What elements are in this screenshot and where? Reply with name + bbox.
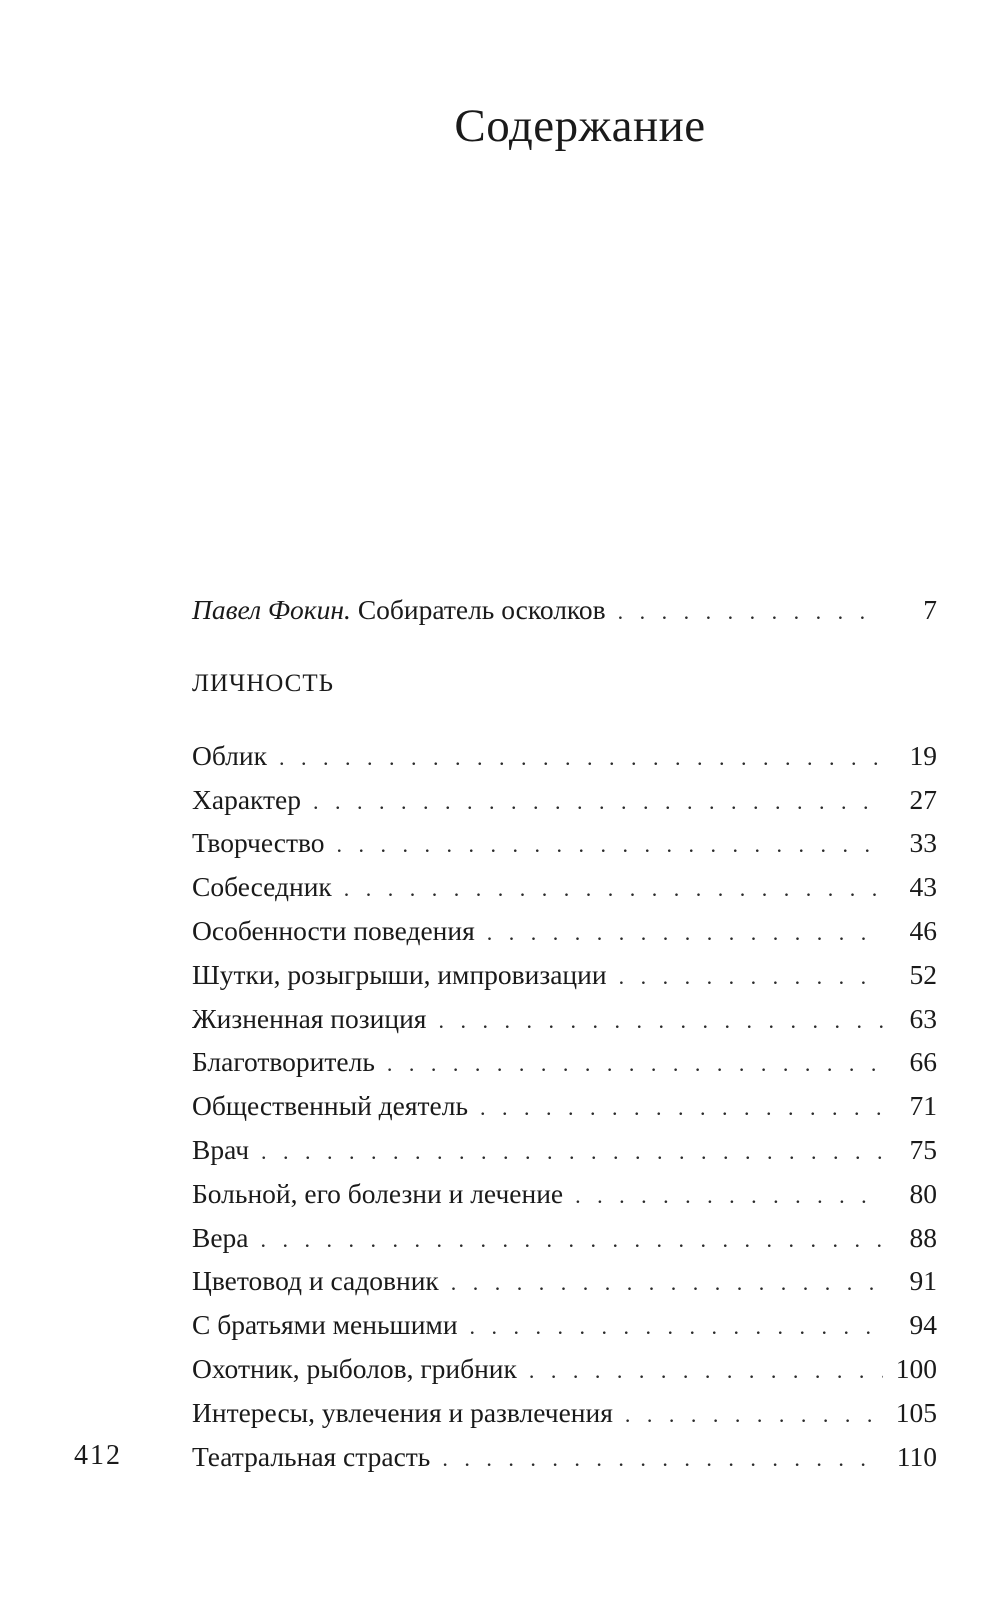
dot-leader	[438, 999, 883, 1043]
toc-entry-page: 63	[909, 1002, 937, 1034]
toc-entry[interactable]	[192, 1303, 937, 1347]
toc-entry-page: 7	[923, 594, 937, 625]
dot-leader	[261, 1130, 883, 1174]
dot-leader	[470, 1305, 883, 1349]
toc-entry[interactable]	[192, 1391, 937, 1435]
toc-entry-title: Общественный деятель	[192, 1090, 469, 1122]
dot-leader	[618, 590, 883, 634]
toc-entry-page: 52	[909, 958, 937, 990]
table-of-contents	[192, 588, 937, 1478]
toc-entry-page: 27	[909, 783, 937, 815]
toc-entry-author: Павел Фокин.	[192, 594, 351, 625]
toc-entry[interactable]	[192, 1128, 937, 1172]
dot-leader	[344, 867, 883, 911]
toc-entry-title: Врач	[192, 1133, 250, 1165]
dot-leader	[529, 1349, 883, 1393]
toc-entry-title: Цветовод и садовник	[192, 1265, 439, 1297]
toc-entry[interactable]	[192, 909, 937, 953]
toc-entry-page: 110	[896, 1440, 937, 1472]
toc-entry-title: Благотворитель	[192, 1046, 375, 1078]
toc-entry-page: 71	[909, 1090, 937, 1122]
toc-entry[interactable]	[192, 1435, 937, 1479]
toc-entry[interactable]	[192, 821, 937, 865]
toc-entry[interactable]	[192, 953, 937, 997]
toc-entry-page: 105	[895, 1396, 937, 1428]
toc-entry-page: 88	[909, 1221, 937, 1253]
page-number: 412	[74, 1440, 122, 1471]
toc-entry-title	[192, 588, 606, 632]
dot-leader	[387, 1042, 883, 1086]
toc-entry[interactable]	[192, 997, 937, 1041]
dot-leader	[451, 1261, 883, 1305]
toc-entry-title: Вера	[192, 1221, 249, 1253]
toc-entry-page: 46	[909, 914, 937, 946]
toc-entry[interactable]	[192, 865, 937, 909]
toc-entry-page: 75	[909, 1133, 937, 1165]
toc-entry-page: 91	[909, 1265, 937, 1297]
toc-entry-page: 94	[909, 1309, 937, 1341]
toc-entry-title-text: Собиратель осколков	[357, 594, 606, 625]
toc-entry-title: Шутки, розыгрыши, импровизации	[192, 958, 607, 990]
toc-entry-list	[192, 734, 937, 1479]
toc-entry-title: Больной, его болезни и лечение	[192, 1177, 564, 1209]
dot-leader	[261, 1218, 883, 1262]
toc-entry-title: Облик	[192, 739, 267, 771]
toc-entry[interactable]	[192, 734, 937, 778]
toc-entry-intro[interactable]	[192, 588, 937, 632]
toc-entry[interactable]	[192, 1040, 937, 1084]
page-title: Содержание	[454, 100, 706, 153]
dot-leader	[480, 1086, 883, 1130]
toc-entry-page: 66	[909, 1046, 937, 1078]
toc-entry[interactable]	[192, 1259, 937, 1303]
toc-entry-title: Особенности поведения	[192, 914, 475, 946]
toc-entry-title: Жизненная позиция	[192, 1002, 427, 1034]
toc-entry-title: Творчество	[192, 827, 325, 859]
toc-entry-title: Театральная страсть	[192, 1440, 431, 1472]
toc-entry-title: С братьями меньшими	[192, 1309, 458, 1341]
toc-entry-title: Характер	[192, 783, 301, 815]
dot-leader	[442, 1437, 883, 1481]
toc-entry-page: 43	[909, 871, 937, 903]
toc-entry[interactable]	[192, 1172, 937, 1216]
dot-leader	[619, 955, 883, 999]
dot-leader	[313, 780, 883, 824]
toc-entry-page: 100	[895, 1352, 937, 1384]
toc-entry[interactable]	[192, 1216, 937, 1260]
toc-entry-title: Собеседник	[192, 871, 332, 903]
toc-entry[interactable]	[192, 1084, 937, 1128]
toc-entry-page: 33	[909, 827, 937, 859]
dot-leader	[625, 1393, 883, 1437]
toc-entry-page: 80	[909, 1177, 937, 1209]
dot-leader	[487, 911, 883, 955]
toc-entry[interactable]	[192, 1347, 937, 1391]
toc-entry-page: 19	[909, 739, 937, 771]
toc-entry-title: Охотник, рыболов, грибник	[192, 1352, 517, 1384]
dot-leader	[575, 1174, 883, 1218]
toc-entry-title: Интересы, увлечения и развлечения	[192, 1396, 613, 1428]
toc-entry[interactable]	[192, 778, 937, 822]
dot-leader	[279, 736, 883, 780]
section-heading: ЛИЧНОСТЬ	[192, 669, 334, 697]
dot-leader	[337, 823, 883, 867]
